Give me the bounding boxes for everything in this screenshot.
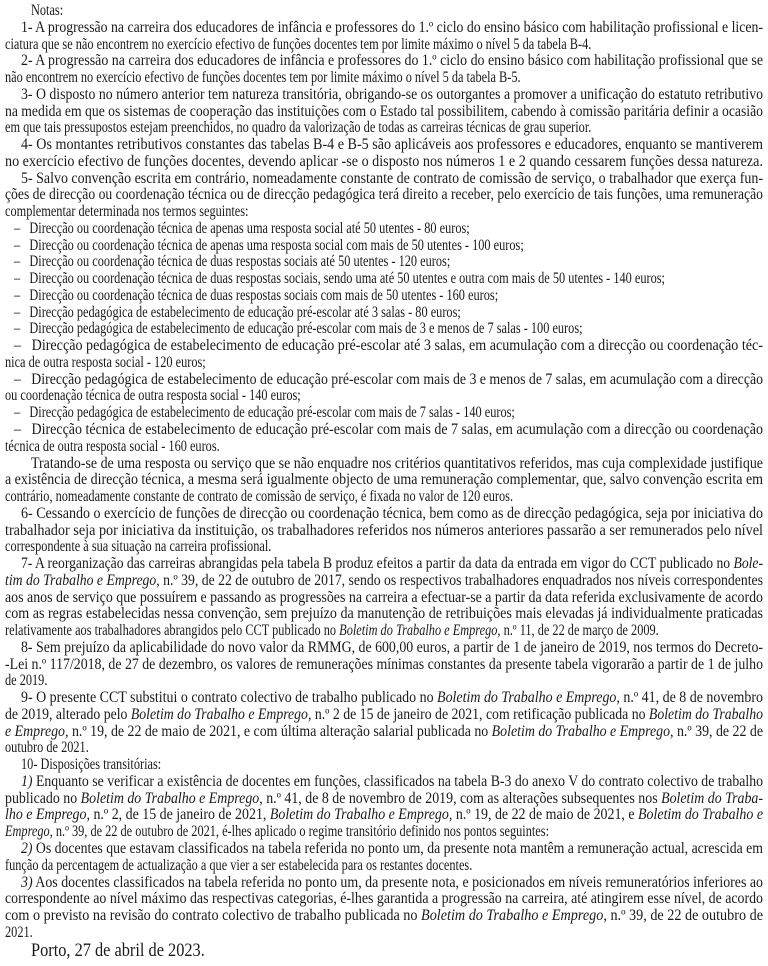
text-line xyxy=(5,153,768,170)
text-line xyxy=(5,656,768,673)
text-run: , n.º 39, de 22 de outubro de xyxy=(603,907,763,925)
text-run: outubro de 2021. xyxy=(5,739,89,757)
text-run: 8- Sem prejuízo da aplicabilidade do novo valor da RMMG, de 600,00 euros, a partir de 1 de janeiro de 2019, nos termos do Decreto- xyxy=(21,638,763,656)
text-line xyxy=(5,438,273,455)
text-run: 1- A progressão na carreira dos educadores de infância e professores do 1.º ciclo do ensino básico com habilitação profissional e licen- xyxy=(21,18,763,36)
text-run: – Direcção técnica de estabelecimento de educação pré-escolar com mais de 7 salas, em acumulação com a direcção ou coordenação xyxy=(14,421,763,438)
text-line xyxy=(21,136,768,153)
signature-date-text: Porto, 27 de abril de 2023. xyxy=(31,940,205,961)
italic-citation: Boletim do Trabalho xyxy=(648,705,763,723)
text-run: n.º 2 de 15 de janeiro de 2021, com retificação publicada no xyxy=(311,705,649,723)
text-run: – Direcção pedagógica de estabelecimento de educação pré-escolar com mais de 3 e menos de 7 salas, em acumulação com a direcção xyxy=(14,370,763,388)
text-line xyxy=(5,488,640,505)
text-line xyxy=(21,639,768,656)
italic-citation: lho e Emprego, xyxy=(5,806,90,824)
italic-citation: Boletim do Trabalho e Emprego xyxy=(339,622,498,640)
text-line xyxy=(5,924,40,941)
list-item xyxy=(14,320,725,337)
list-item xyxy=(14,220,584,237)
text-run: contrário, nomeadamente constante de contrato de comissão de serviço, é fixada no valor de 120 euros. xyxy=(5,488,514,506)
text-line xyxy=(5,522,768,539)
text-run: 2021. xyxy=(5,923,33,941)
text-run: complementar determinada nos termos seguintes: xyxy=(5,203,249,221)
text-run: Enquanto se verificar a existência de docentes em funções, classificados na tabela B-3 do anexo V do contrato colectivo de trabalho xyxy=(32,772,763,790)
text-line xyxy=(21,840,768,857)
text-run: nica de outra resposta social - 120 euros; xyxy=(5,353,206,371)
text-run: – Direcção pedagógica de estabelecimento de educação pré-escolar com mais de 7 salas - 140 euros; xyxy=(14,404,515,422)
list-item xyxy=(14,421,768,438)
text-run: não encontrem no exercício efectivo de funções docentes tem por limite máximo o nível 5 da tabela B-5. xyxy=(5,69,521,87)
text-line xyxy=(21,52,768,69)
text-run: n.º 39, de 22 de outubro de 2021, é-lhes aplicado o regime transitório definido nos pontos seguintes: xyxy=(52,823,549,841)
italic-citation: 1) xyxy=(21,772,33,790)
text-line xyxy=(21,689,768,706)
text-line xyxy=(5,739,110,756)
text-line xyxy=(5,622,768,639)
list-item xyxy=(14,337,768,354)
text-run: de 2019. xyxy=(5,672,48,690)
text-run: ciatura que se não encontrem no exercício efectivo de funções docentes tem por limite máximo o nível 5 da tabela B-4. xyxy=(5,35,592,53)
text-line xyxy=(21,505,768,522)
text-line xyxy=(5,589,768,606)
text-run: Os docentes que estavam classificados na tabela referida no ponto um, da presente nota mantêm a remuneração actual, acrescida em xyxy=(32,840,764,857)
text-line xyxy=(5,907,768,924)
text-line xyxy=(5,890,768,907)
text-line xyxy=(5,538,338,555)
text-run: em que tais pressupostos estejam preenchidos, no quadro da valorização de todas as carreiras técnicas de grau superior. xyxy=(5,119,592,137)
list-item xyxy=(14,270,768,287)
text-line xyxy=(5,806,768,823)
text-run: aos anos de serviço que possuírem e passando as progressões na carreira a efectuar-se a partir da data referida exclusivamente de acordo xyxy=(5,588,763,606)
text-line xyxy=(5,471,768,488)
text-line xyxy=(5,823,685,840)
text-line xyxy=(5,790,768,807)
text-run: correspondente à sua situação na carreira profissional. xyxy=(5,538,272,556)
list-item xyxy=(14,404,640,421)
text-run: 9- O presente CCT substitui o contrato colectivo de trabalho publicado no xyxy=(21,689,438,707)
text-run: função da percentagem de actualização a que vier a ser estabelecida para os restantes docentes. xyxy=(5,856,473,874)
text-line xyxy=(21,555,768,572)
text-line xyxy=(5,706,768,723)
text-run: técnica de outra resposta social - 160 euros. xyxy=(5,437,220,455)
text-run: 10- Disposições transitórias: xyxy=(21,756,162,774)
italic-citation: 2) xyxy=(21,840,33,857)
text-run: a existência de direcção técnica, a mesma será igualmente objecto de uma remuneração complementar, que, salvo convenção escrita em xyxy=(5,471,763,489)
text-run: n.º 19, de 22 de maio de 2021, e xyxy=(452,806,639,824)
text-run: – Direcção ou coordenação técnica de duas respostas sociais, sendo uma até 50 utentes e outra com mais de 50 utentes - 140 euros; xyxy=(14,270,665,288)
italic-citation: 3) xyxy=(21,873,33,891)
text-line xyxy=(21,756,196,773)
text-run: ções de direcção ou coordenação técnica ou de direcção pedagógica terá direito a receber, pelo exercício de tais funções, uma remuneração xyxy=(5,186,763,204)
text-run: no exercício efectivo de funções docentes, devendo aplicar -se o disposto nos números 1 e 2 quando cessarem funções dessa natureza. xyxy=(5,152,763,170)
text-run: ou coordenação técnica de outra resposta social - 140 euros; xyxy=(5,387,301,405)
text-run: correspondente ao nível máximo das respectivas categorias, é-lhes garantida a progressão na carreira, até atingirem esse nível, de acordo xyxy=(5,890,763,908)
text-line xyxy=(5,605,768,622)
text-run: n.º 39, de 22 de xyxy=(673,722,763,740)
text-line xyxy=(5,572,768,589)
text-run: n.º 19, de 22 de maio de 2021, e com última alteração salarial publicada no xyxy=(68,722,492,740)
text-run: – Direcção ou coordenação técnica de apenas uma resposta social até 50 utentes - 80 euros; xyxy=(14,219,470,237)
text-run: – Direcção pedagógica de estabelecimento de educação pré-escolar até 3 salas, em acumulação com a direcção ou coordenação téc- xyxy=(14,337,763,355)
text-line xyxy=(21,874,768,891)
text-run: publicado no xyxy=(5,789,81,807)
text-run: trabalhador seja por iniciativa da instituição, os trabalhadores referidos nos números anteriores passarão a ser remunerados pelo nível xyxy=(5,521,763,539)
notes-heading xyxy=(31,2,71,19)
text-run: 4- Os montantes retributivos constantes das tabelas B-4 e B-5 são aplicáveis aos professores e educadores, enquanto se mantiverem xyxy=(21,136,763,154)
italic-citation: Boletim do Trabalho e xyxy=(638,806,763,824)
text-run: com as regras estabelecidas nessa convenção, sem prejuízo da manutenção de retribuições mais elevadas já individualmente praticadas xyxy=(5,605,763,623)
italic-citation: Boletim do Trabalho e Emprego xyxy=(437,689,617,707)
text-run: – Direcção ou coordenação técnica de duas respostas sociais até 50 utentes - 120 euros; xyxy=(14,253,451,271)
text-run: 6- Cessando o exercício de funções de direcção ou coordenação técnica, bem como as de direcção pedagógica, seja por iniciativa do xyxy=(21,504,763,522)
list-item xyxy=(14,253,559,270)
text-run: Notas: xyxy=(31,2,64,19)
text-run: 7- A reorganização das carreiras abrangidas pela tabela B produz efeitos a partir da data da entrada em vigor do CCT publicado no xyxy=(21,555,734,573)
text-line xyxy=(5,186,768,203)
list-item xyxy=(14,287,619,304)
text-run: – Direcção pedagógica de estabelecimento de educação pré-escolar com mais de 3 e menos de 7 salas - 100 euros; xyxy=(14,320,583,338)
italic-citation: tim do Trabalho e Emprego xyxy=(5,571,157,589)
italic-citation: Boletim do Trabalho e Emprego, xyxy=(491,722,674,740)
text-line xyxy=(31,455,768,472)
text-run: – Direcção ou coordenação técnica de apenas uma resposta social com mais de 50 utentes - 100 euros; xyxy=(14,236,524,254)
text-run: 3- O disposto no número anterior tem natureza transitória, obrigando-se os outorgantes a promover a unificação do estatuto retributivo xyxy=(21,85,763,103)
text-run: – Direcção pedagógica de estabelecimento de educação pré-escolar até 3 salas - 80 euros; xyxy=(14,303,461,321)
text-run: 5- Salvo convenção escrita em contrário, nomeadamente constante de contrato de comissão de serviço, o trabalhador que exerça fun- xyxy=(21,169,763,187)
list-item xyxy=(14,371,768,388)
text-run: relativamente aos trabalhadores abrangidos pelo CCT publicado no xyxy=(5,622,340,640)
italic-citation: Emprego, xyxy=(5,823,53,841)
text-line xyxy=(21,86,768,103)
text-line xyxy=(5,857,589,874)
text-line xyxy=(5,387,375,404)
italic-citation: Boletim do Trabalho e Emprego xyxy=(80,789,260,807)
text-run: n.º 2, de 15 de janeiro de 2021, xyxy=(89,806,270,824)
italic-citation: Boletim do Traba- xyxy=(661,789,763,807)
text-run: , n.º 11, de 22 de março de 2009. xyxy=(497,622,659,640)
italic-citation: Boletim do Trabalho e Emprego xyxy=(421,907,604,925)
text-line xyxy=(5,103,768,120)
list-item xyxy=(14,237,651,254)
signature-date xyxy=(31,940,233,962)
text-line xyxy=(5,354,256,371)
text-line xyxy=(5,36,738,53)
text-run: Aos docentes classificados na tabela referida no ponto um, da presente nota, e posicionados em níveis remuneratórios inferiores ao xyxy=(32,873,764,891)
italic-citation: Bole- xyxy=(733,555,763,573)
text-run: de 2019, alterado pelo xyxy=(5,705,131,723)
text-run: Tratando-se de uma resposta ou serviço que se não enquadre nos critérios quantitativos referidos, mas cuja complexidade justifique xyxy=(31,454,763,472)
text-line xyxy=(21,170,768,187)
text-line xyxy=(21,19,768,36)
text-run: , n.º 41, de 8 de novembro xyxy=(616,689,763,707)
text-run: – Direcção ou coordenação técnica de duas respostas sociais com mais de 50 utentes - 160 euros; xyxy=(14,286,499,304)
text-run: -Lei n.º 117/2018, de 27 de dezembro, os valores de remunerações mínimas constantes da presente tabela vigorarão a partir de 1 de julho xyxy=(5,655,763,673)
text-run: 2- A progressão na carreira dos educadores de infância e professores do 1.º ciclo do ensino básico com habilitação profissional que se xyxy=(21,52,763,70)
text-run: com o previsto na revisão do contrato colectivo de trabalho publicada no xyxy=(5,907,422,925)
italic-citation: Boletim do Trabalho e Emprego, xyxy=(269,806,453,824)
text-line xyxy=(5,203,309,220)
text-line xyxy=(5,723,768,740)
text-run: , n.º 41, de 8 de novembro de 2019, com as alterações subsequentes nos xyxy=(259,789,662,807)
italic-citation: e Emprego, xyxy=(5,722,69,740)
list-item xyxy=(14,304,573,321)
italic-citation: Boletim do Trabalho e Emprego, xyxy=(130,705,312,723)
text-run: , n.º 39, de 22 de outubro de 2017, sendo os respectivos trabalhadores enquadrados nos níveis correspondentes xyxy=(156,571,764,589)
text-line xyxy=(5,119,738,136)
text-run: na medida em que os sistemas de cooperação das instituições com o Estado tal possibilitem, cabendo à comissão paritária definir a ocasião xyxy=(5,102,763,120)
text-line xyxy=(5,69,649,86)
text-line xyxy=(5,672,58,689)
text-line xyxy=(21,773,768,790)
